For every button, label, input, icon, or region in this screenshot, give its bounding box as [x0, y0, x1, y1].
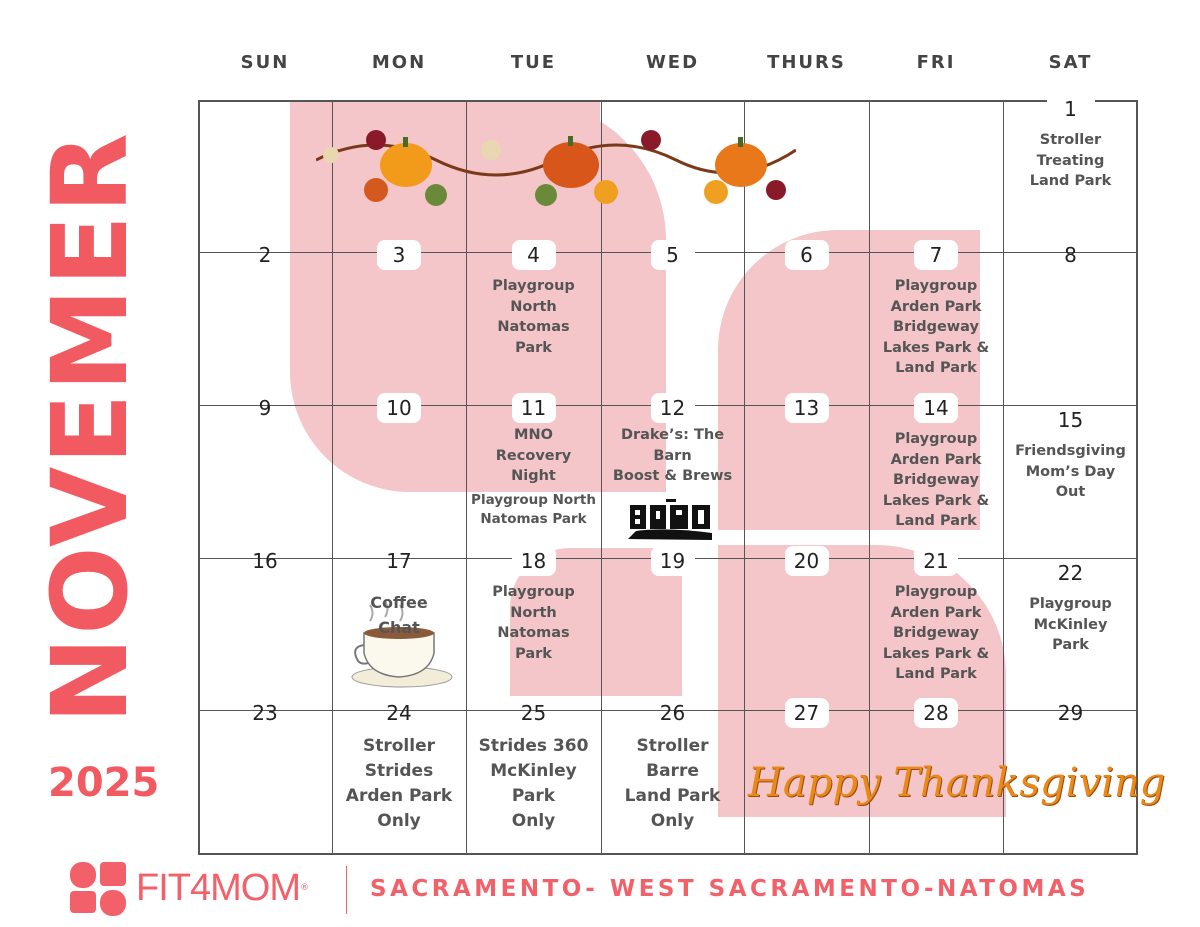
- event-line: Lakes Park &: [882, 339, 990, 356]
- day-cell[interactable]: [198, 391, 332, 423]
- day-number: 7: [914, 240, 958, 270]
- day-number: 27: [785, 698, 829, 728]
- event-line: Park: [515, 645, 552, 662]
- day-number: 11: [512, 393, 556, 423]
- day-number: 20: [785, 546, 829, 576]
- day-cell[interactable]: [332, 238, 466, 270]
- day-cell[interactable]: [601, 238, 744, 270]
- day-number: 4: [512, 240, 556, 270]
- day-number: 26: [659, 701, 686, 725]
- calendar-event[interactable]: [883, 276, 989, 379]
- day-number: 2: [258, 243, 272, 267]
- day-cell[interactable]: [869, 544, 1003, 685]
- day-number: 19: [651, 546, 695, 576]
- day-number: 22: [1057, 561, 1084, 585]
- event-line: Bridgeway: [893, 319, 979, 335]
- day-cell[interactable]: [198, 544, 332, 576]
- day-cell[interactable]: [466, 238, 601, 358]
- calendar-event[interactable]: [346, 734, 452, 834]
- day-number: 21: [914, 546, 958, 576]
- day-number: 24: [386, 701, 412, 725]
- day-cell[interactable]: [466, 391, 601, 529]
- event-line: Land Park: [624, 786, 721, 806]
- day-number: 6: [785, 240, 829, 270]
- day-cell[interactable]: [332, 696, 466, 834]
- event-line: Lakes Park &: [882, 645, 990, 662]
- calendar-event[interactable]: [1030, 130, 1112, 192]
- event-line: Playgroup: [492, 278, 575, 294]
- day-cell[interactable]: [601, 391, 744, 487]
- day-number: 12: [651, 393, 695, 423]
- day-cell[interactable]: [601, 696, 744, 834]
- day-cell[interactable]: [744, 238, 869, 270]
- event-line: Land Park: [895, 513, 977, 529]
- day-cell[interactable]: [198, 696, 332, 728]
- event-line: Arden Park: [890, 298, 982, 315]
- brand-name: FIT4MOM: [136, 866, 300, 909]
- event-line: Coffee: [370, 593, 428, 612]
- event-line: Only: [650, 811, 695, 831]
- event-line: Park: [1052, 637, 1089, 653]
- weekday-header: SAT: [1048, 52, 1093, 73]
- day-number: 9: [258, 396, 272, 420]
- day-number: 5: [651, 240, 695, 270]
- barn-logo: [626, 499, 716, 541]
- day-cell[interactable]: [744, 696, 869, 728]
- day-number: 13: [785, 393, 829, 423]
- day-cell[interactable]: [466, 544, 601, 664]
- event-line: Strides: [364, 761, 434, 781]
- day-cell[interactable]: [869, 696, 1003, 728]
- day-cell[interactable]: [1003, 391, 1138, 503]
- day-number: 29: [1057, 701, 1084, 725]
- event-line: Stroller: [362, 736, 435, 756]
- location-label: SACRAMENTO- WEST SACRAMENTO-NATOMAS: [370, 876, 1090, 902]
- calendar-event[interactable]: [613, 425, 732, 487]
- event-line: Drake’s: The: [620, 427, 725, 443]
- calendar-event[interactable]: [496, 425, 571, 487]
- calendar-event[interactable]: [1015, 441, 1126, 503]
- weekday-header: FRI: [916, 52, 956, 73]
- event-line: Treating: [1036, 152, 1105, 169]
- event-line: Lakes Park &: [882, 492, 990, 509]
- day-cell[interactable]: [198, 238, 332, 270]
- day-number: 16: [252, 549, 278, 573]
- event-line: Playgroup: [894, 431, 978, 447]
- day-cell[interactable]: [601, 544, 744, 576]
- event-line: Playgroup: [894, 278, 978, 294]
- weekday-header: MON: [371, 52, 427, 73]
- day-number: 28: [914, 698, 958, 728]
- event-line: Barn: [653, 447, 692, 464]
- event-line: McKinley: [1033, 616, 1108, 633]
- day-cell[interactable]: [869, 238, 1003, 379]
- weekday-header: WED: [645, 52, 700, 73]
- event-line: Natomas Park: [480, 510, 587, 527]
- event-line: Friendsgiving: [1015, 443, 1126, 459]
- event-line: Land Park: [895, 666, 977, 682]
- happy-thanksgiving-text: Happy Thanksgiving: [748, 760, 1166, 806]
- event-line: MNO: [514, 427, 553, 443]
- event-line: Playgroup: [1029, 596, 1112, 612]
- event-line: Stroller: [1039, 132, 1102, 148]
- day-cell[interactable]: [744, 544, 869, 576]
- month-label: NOVEMER: [29, 131, 151, 724]
- event-line: Only: [377, 811, 421, 831]
- calendar-event[interactable]: [625, 734, 721, 834]
- calendar-event[interactable]: [1029, 594, 1112, 656]
- day-cell[interactable]: [869, 391, 1003, 532]
- event-line: North: [510, 604, 557, 621]
- day-number: 1: [1047, 94, 1095, 124]
- event-line: Arden Park: [890, 604, 982, 621]
- calendar-event[interactable]: [883, 429, 989, 532]
- event-line: Arden Park: [890, 451, 982, 468]
- event-line: Playgroup: [492, 584, 575, 600]
- calendar-event[interactable]: [492, 276, 575, 358]
- day-number: 23: [252, 701, 278, 725]
- day-cell[interactable]: [332, 391, 466, 423]
- day-cell[interactable]: [1003, 86, 1138, 192]
- event-line: Stroller: [636, 736, 709, 756]
- day-number: 18: [512, 546, 556, 576]
- event-line: McKinley: [490, 761, 577, 781]
- event-line: Recovery: [495, 447, 572, 464]
- day-number: 17: [386, 549, 412, 573]
- calendar-event[interactable]: [479, 734, 589, 834]
- event-line: Boost & Brews: [612, 468, 733, 484]
- day-number: 3: [377, 240, 421, 270]
- event-line: Barre: [646, 761, 699, 781]
- event-line: Playgroup North: [471, 491, 596, 508]
- event-line: Park: [511, 786, 556, 806]
- calendar-event[interactable]: [492, 582, 575, 664]
- event-line: Bridgeway: [893, 625, 979, 641]
- weekday-header: TUE: [510, 52, 557, 73]
- day-number: 8: [1064, 243, 1077, 267]
- footer-divider: [346, 866, 347, 914]
- event-line: Mom’s Day: [1025, 463, 1116, 480]
- event-line: Arden Park: [345, 786, 453, 806]
- event-line: Land Park: [1029, 173, 1112, 189]
- day-cell[interactable]: [1003, 238, 1138, 270]
- day-number: 14: [914, 393, 958, 423]
- event-line: Strides 360: [478, 736, 589, 756]
- day-number: 15: [1057, 408, 1084, 432]
- calendar-event[interactable]: [883, 582, 989, 685]
- flower-logo-icon: [70, 860, 126, 916]
- year-label: 2025: [48, 760, 160, 806]
- event-line: Bridgeway: [893, 472, 979, 488]
- event-line: Only: [511, 811, 556, 831]
- event-line: Playgroup: [894, 584, 978, 600]
- day-cell[interactable]: [1003, 696, 1138, 728]
- pumpkin-icon: [543, 136, 599, 188]
- weekday-header: SUN: [240, 52, 290, 73]
- day-number: 10: [377, 393, 421, 423]
- event-line: Natomas: [497, 625, 570, 641]
- fit4mom-logo: [70, 860, 309, 916]
- registered-mark: ®: [299, 883, 309, 893]
- event-line: Land Park: [895, 360, 977, 376]
- day-cell[interactable]: [744, 391, 869, 423]
- event-line: Park: [515, 339, 552, 356]
- event-line: Natomas: [497, 319, 570, 335]
- calendar-event[interactable]: [370, 590, 427, 640]
- calendar-event[interactable]: [471, 491, 596, 529]
- autumn-garland: [316, 120, 796, 215]
- month-title: [29, 131, 151, 724]
- event-line: Chat: [378, 618, 420, 637]
- event-line: North: [510, 298, 557, 315]
- event-line: Night: [511, 468, 556, 484]
- day-number: 25: [520, 701, 547, 725]
- weekday-header: THURS: [767, 52, 846, 73]
- day-cell[interactable]: [1003, 544, 1138, 656]
- event-line: Out: [1055, 484, 1086, 500]
- day-cell[interactable]: [466, 696, 601, 834]
- pumpkin-icon: [715, 137, 767, 187]
